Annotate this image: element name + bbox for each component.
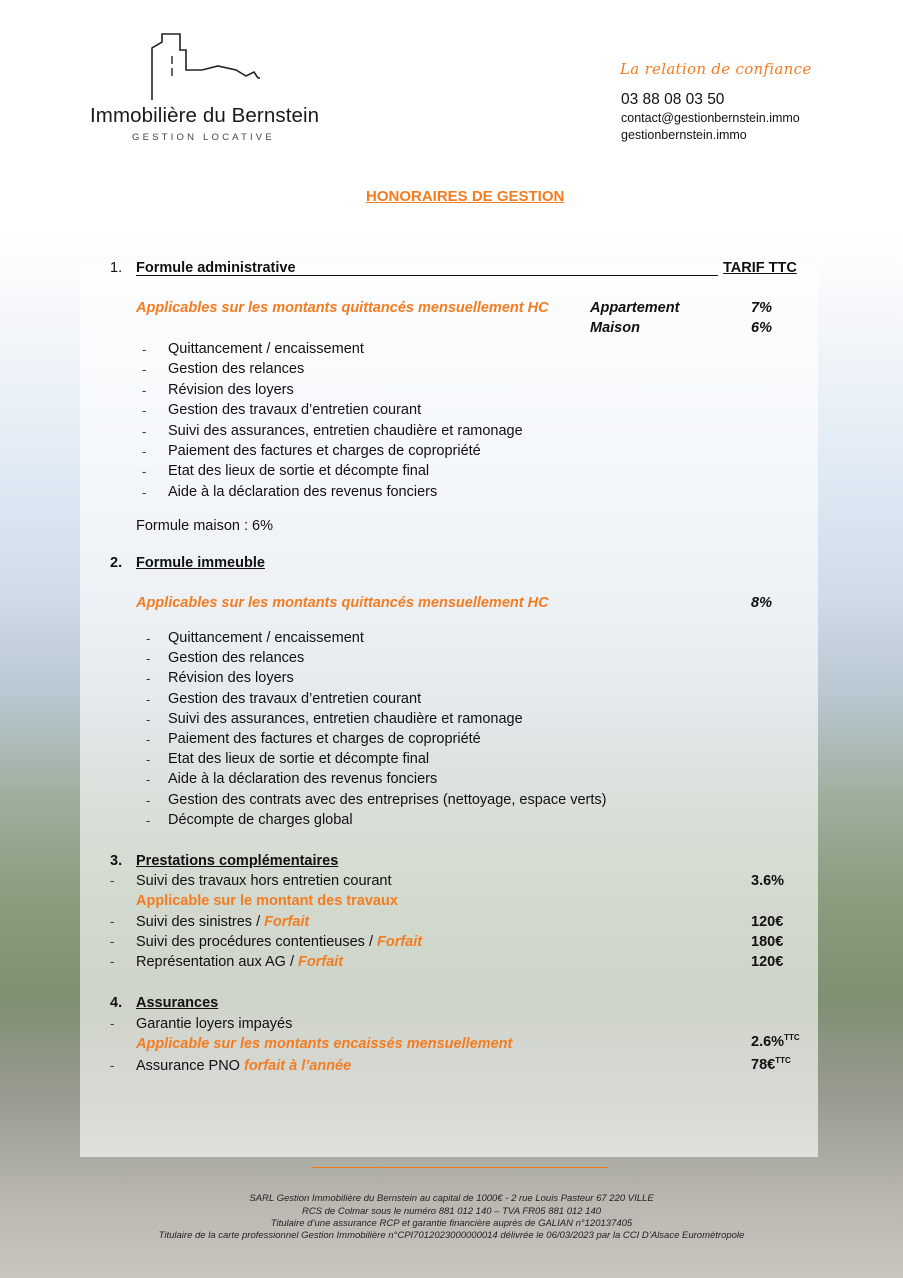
price-ag: 120€: [751, 954, 784, 970]
section-3-number: 3.: [110, 853, 123, 869]
tarif-header: TARIF TTC: [723, 260, 797, 276]
list-item: Etat des lieux de sortie et décompte final: [168, 751, 430, 768]
footer-line-3: Titulaire d’une assurance RCP et garantie financière auprès de GALIAN n°120137405: [270, 1218, 633, 1229]
row-dash: -: [110, 873, 115, 888]
row-dash: -: [110, 1016, 115, 1031]
tagline: La relation de confiance: [620, 60, 812, 78]
list-item: Paiement des factures et charges de copropriété: [168, 443, 481, 459]
section-1-applicable: Applicables sur les montants quittancés mensuellement HC: [136, 300, 549, 316]
garantie-loyers: Garantie loyers impayés: [136, 1016, 293, 1032]
prestation-contentieux: Suivi des procédures contentieuses / Forfait: [136, 934, 423, 950]
website-link[interactable]: gestionbernstein.immo: [621, 128, 747, 142]
section-2-applicable: Applicables sur les montants quittancés mensuellement HC: [136, 595, 549, 611]
list-item: Décompte de charges global: [168, 811, 353, 828]
prestation-ag: Représentation aux AG / Forfait: [136, 954, 344, 970]
list-bullet: -: [146, 691, 151, 707]
price-pno: 78€$^{TTC}$: [751, 1056, 791, 1073]
phone-number[interactable]: 03 88 08 03 50: [621, 91, 725, 108]
type-maison: Maison: [590, 320, 640, 336]
row-dash: -: [110, 914, 115, 929]
footer-line-1: SARL Gestion Immobilière du Bernstein au capital de 1000€ - 2 rue Louis Pasteur 67 220 VILLE: [249, 1193, 654, 1204]
prestation-travaux: Suivi des travaux hors entretien courant: [136, 873, 392, 889]
list-item: Etat des lieux de sortie et décompte final: [168, 463, 430, 480]
section-1-number: 1.: [110, 260, 123, 276]
list-item: Quittancement / encaissement: [168, 630, 364, 646]
list-bullet: -: [142, 382, 147, 398]
list-item: Suivi des assurances, entretien chaudière et ramonage: [168, 422, 523, 439]
list-bullet: -: [146, 792, 151, 808]
list-item: Révision des loyers: [168, 670, 294, 687]
list-bullet: -: [142, 362, 147, 378]
list-bullet: -: [142, 342, 147, 357]
price-sinistres: 120€: [751, 914, 784, 930]
footer-line-4: Titulaire de la carte professionnel Gestion Immobilière n°CPI7012023000000014 délivrée le 06/03/2023 par la CCI D’Alsace Eurométropole: [158, 1230, 745, 1241]
list-item: Gestion des relances: [168, 650, 305, 667]
section-2-heading: Formule immeuble: [136, 555, 265, 571]
footer-divider: [312, 1167, 608, 1168]
list-bullet: -: [142, 403, 147, 419]
list-bullet: -: [146, 752, 151, 768]
section-4-number: 4.: [110, 995, 123, 1011]
list-item: Suivi des assurances, entretien chaudière et ramonage: [168, 710, 523, 727]
list-item: Aide à la déclaration des revenus fonciers: [168, 771, 438, 788]
email-link[interactable]: contact@gestionbernstein.immo: [621, 111, 800, 125]
price-contentieux: 180€: [751, 934, 784, 950]
list-item: Quittancement / encaissement: [168, 341, 364, 357]
list-bullet: -: [142, 484, 147, 500]
list-item: Gestion des travaux d’entretien courant: [168, 402, 422, 419]
type-appartement: Appartement: [590, 300, 680, 316]
prestation-sinistres: Suivi des sinistres / Forfait: [136, 914, 310, 930]
section-2-rate: 8%: [751, 595, 772, 611]
row-dash: -: [110, 934, 115, 949]
row-dash: -: [110, 1058, 115, 1073]
list-bullet: -: [146, 631, 151, 646]
section-1-note: Formule maison : 6%: [136, 518, 273, 534]
price-travaux: 3.6%: [751, 873, 785, 889]
assurance-pno: Assurance PNO forfait à l’année: [136, 1058, 352, 1074]
list-item: Gestion des travaux d’entretien courant: [168, 690, 422, 707]
section-3-heading: Prestations complémentaires: [136, 853, 339, 869]
section-1-heading: Formule administrative: [136, 260, 296, 276]
section-1-rule: [136, 275, 718, 276]
section-2-number: 2.: [110, 555, 123, 571]
company-name: Immobilière du Bernstein: [90, 104, 320, 127]
list-bullet: -: [146, 651, 151, 667]
company-subtitle: GESTION LOCATIVE: [132, 132, 275, 143]
garantie-loyers-note: Applicable sur les montants encaissés mensuellement: [136, 1036, 513, 1052]
list-bullet: -: [146, 812, 151, 828]
rate-maison: 6%: [751, 320, 772, 336]
prestation-travaux-note: Applicable sur le montant des travaux: [136, 893, 398, 909]
footer-line-2: RCS de Colmar sous le numéro 881 012 140 – TVA FR05 881 012 140: [301, 1206, 602, 1217]
list-item: Révision des loyers: [168, 381, 294, 398]
list-item: Paiement des factures et charges de copropriété: [168, 731, 481, 747]
list-item: Gestion des relances: [168, 361, 305, 378]
list-item: Aide à la déclaration des revenus fonciers: [168, 483, 438, 500]
list-bullet: -: [146, 671, 151, 687]
list-item: Gestion des contrats avec des entreprises (nettoyage, espace verts): [168, 791, 607, 808]
list-bullet: -: [142, 444, 147, 459]
list-bullet: -: [146, 711, 151, 727]
page-title: HONORAIRES DE GESTION: [366, 188, 565, 205]
list-bullet: -: [146, 732, 151, 747]
price-garantie: 2.6%$^{TTC}$: [751, 1033, 800, 1050]
section-4-heading: Assurances: [136, 995, 219, 1011]
castle-logo-icon: [140, 30, 260, 102]
rate-appartement: 7%: [751, 300, 772, 316]
list-bullet: -: [142, 464, 147, 480]
row-dash: -: [110, 954, 115, 969]
list-bullet: -: [146, 772, 151, 788]
list-bullet: -: [142, 423, 147, 439]
